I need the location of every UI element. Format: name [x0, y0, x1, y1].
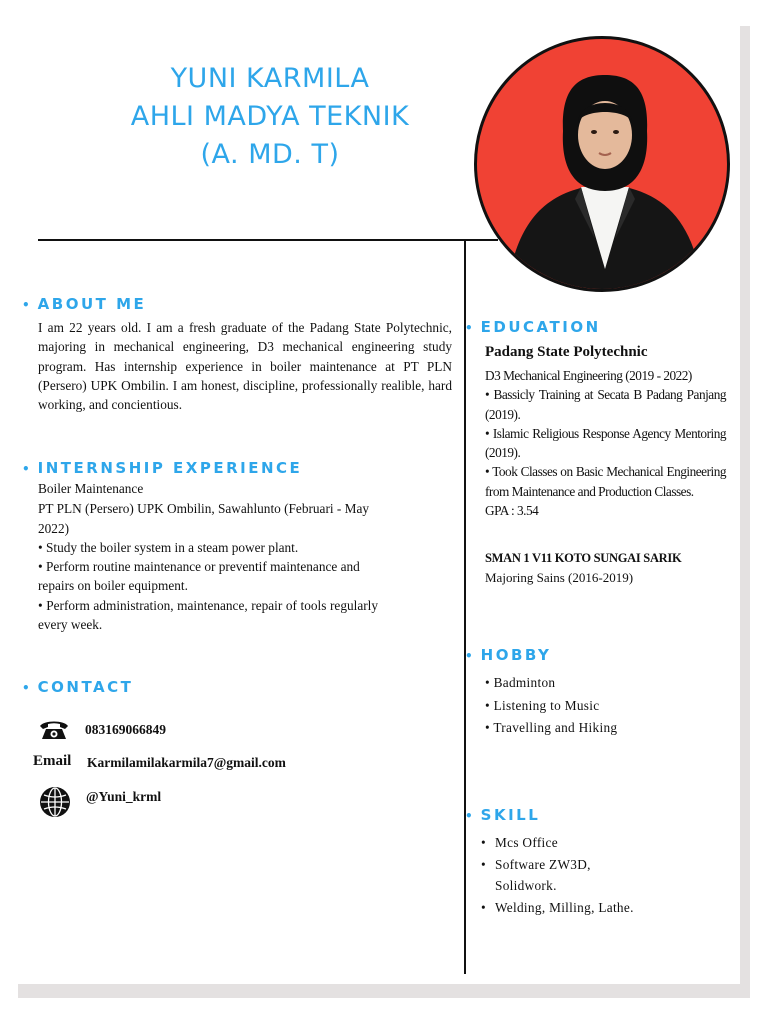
skill-item: • Software ZW3D, Solidwork. [481, 854, 681, 897]
about-text: I am 22 years old. I am a fresh graduate of the Padang State Polytechnic, majoring in mechanical engineering, D3 mechanical engineering study program. Has internship experience in boiler maintenance at PT PLN (Persero) UPK Ombilin. I am honest, discipline, professionally realible, hard working, and concientious. [38, 320, 452, 413]
skill-section-title: • SKILL [465, 806, 541, 824]
page-shadow-right [740, 26, 750, 998]
phone-number[interactable]: 083169066849 [85, 722, 166, 737]
profile-photo [474, 36, 730, 292]
globe-icon [39, 786, 71, 818]
bullet-dot-icon: • [22, 681, 30, 695]
bullet-dot-icon: • [465, 809, 473, 823]
social-handle[interactable]: @Yuni_krml [86, 789, 162, 804]
skill-item: • Welding, Milling, Lathe. [481, 897, 681, 919]
skill-item: • Mcs Office [481, 832, 681, 854]
education-program: D3 Mechanical Engineering (2019 - 2022) [485, 368, 692, 383]
bullet-dot-icon: • [465, 321, 473, 335]
bullet-dot-icon: • [22, 462, 30, 476]
contact-social-row [39, 786, 161, 818]
hobby-section-title: • HOBBY [465, 646, 552, 664]
column-divider [464, 240, 466, 974]
internship-details [38, 479, 378, 634]
internship-item: • Perform administration, maintenance, repair of tools regularly every week. [38, 597, 378, 633]
education-gpa: GPA : 3.54 [485, 503, 539, 519]
internship-item: • Study the boiler system in a steam power plant. [38, 539, 299, 555]
education-school-primary: Padang State Polytechnic [485, 344, 648, 360]
education-school-secondary: SMAN 1 V11 KOTO SUNGAI SARIK [485, 551, 682, 565]
email-address[interactable]: Karmilamilakarmila7@gmail.com [87, 755, 286, 770]
page-shadow-bottom [18, 984, 750, 998]
education-item: • Took Classes on Basic Mechanical Engineering from Maintenance and Production Classes. [485, 464, 726, 499]
hobby-item: • Listening to Music [485, 697, 600, 713]
internship-item: • Perform routine maintenance or preventif maintenance and repairs on boiler equipment. [38, 559, 360, 594]
internship-company: PT PLN (Persero) UPK Ombilin, Sawahlunto (Februari - May 2022) [38, 501, 370, 536]
name-line: YUNI KARMILA [170, 63, 370, 94]
bullet-dot-icon: • [481, 899, 486, 915]
contact-section-title: • CONTACT [22, 678, 134, 696]
phone-icon [38, 719, 70, 741]
internship-role: Boiler Maintenance [38, 481, 144, 496]
internship-section-title: • INTERNSHIP EXPERIENCE [22, 459, 303, 477]
bullet-dot-icon: • [22, 298, 30, 312]
hobby-item: • Travelling and Hiking [485, 720, 618, 735]
name-title-block [60, 60, 480, 174]
bullet-dot-icon: • [481, 835, 486, 850]
bullet-dot-icon: • [465, 649, 473, 663]
degree-abbr-line: (A. MD. T) [200, 139, 340, 170]
hobby-list [485, 672, 617, 740]
bullet-dot-icon: • [481, 856, 486, 872]
contact-phone-row [38, 719, 166, 741]
degree-line: AHLI MADYA TEKNIK [130, 101, 410, 132]
education-item: • Islamic Religious Response Agency Mentoring (2019). [485, 425, 726, 461]
email-label: Email [33, 753, 72, 769]
portrait-illustration [477, 39, 730, 292]
education-school-secondary-detail: Majoring Sains (2016-2019) [485, 570, 634, 585]
education-details [485, 366, 726, 520]
education-item: • Bassicly Training at Secata B Padang Panjang (2019). [485, 387, 726, 422]
header-divider [38, 239, 498, 241]
skill-list [481, 832, 681, 918]
education-section-title: • EDUCATION [465, 318, 601, 336]
hobby-item: • Badminton [485, 675, 556, 690]
contact-email-row [87, 755, 286, 771]
about-section-title: • ABOUT ME [22, 295, 147, 313]
